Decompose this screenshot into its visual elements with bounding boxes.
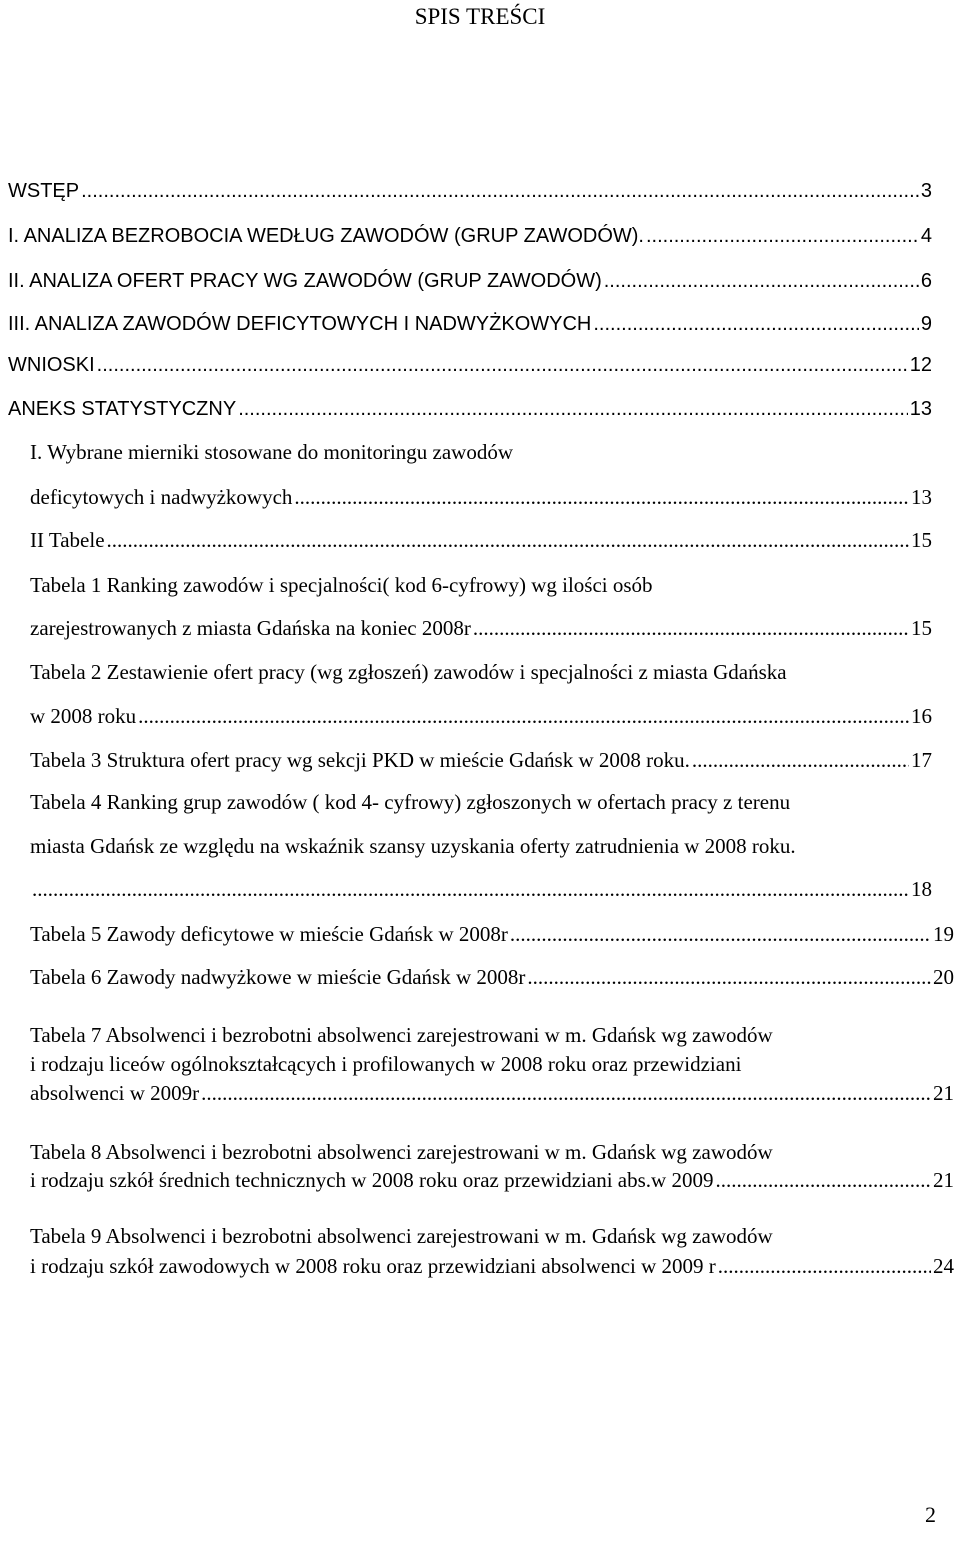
toc-entry-title: deficytowych i nadwyżkowych: [30, 485, 293, 509]
toc-entry-title-line2: i rodzaju liceów ogólnokształcących i profilowanych w 2008 roku oraz przewidziani: [30, 1052, 742, 1076]
toc-entry[interactable]: [30, 922, 954, 947]
toc-entry-title: absolwenci w 2009r: [30, 1081, 200, 1105]
toc-entry[interactable]: [8, 354, 932, 377]
toc-entry-page: 12: [909, 354, 932, 376]
toc-entry[interactable]: [30, 1168, 954, 1193]
toc-entry-page: 17: [911, 748, 932, 772]
toc-entry-title: i rodzaju szkół zawodowych w 2008 roku oraz przewidziani absolwenci w 2009 r: [30, 1254, 716, 1278]
toc-entry-title: Tabela 5 Zawody deficytowe w mieście Gdańsk w 2008r: [30, 922, 508, 946]
toc-entry-title: WNIOSKI: [8, 354, 95, 376]
toc-entry[interactable]: [8, 398, 932, 421]
toc-entry-page: 6: [920, 270, 932, 292]
leader-dots: [527, 965, 931, 990]
toc-entry[interactable]: [30, 748, 932, 773]
toc-entry-page: 20: [933, 965, 954, 989]
toc-entry-page: 9: [920, 313, 932, 335]
toc-entry[interactable]: [30, 1254, 954, 1279]
toc-entry-title-line1: Tabela 2 Zestawienie ofert pracy (wg zgłoszeń) zawodów i specjalności z miasta Gdańska: [30, 660, 787, 684]
page-title: SPIS TREŚCI: [414, 4, 546, 29]
toc-entry-title: zarejestrowanych z miasta Gdańska na koniec 2008r: [30, 616, 471, 640]
toc-entry-page: 21: [933, 1081, 954, 1105]
leader-dots: [294, 485, 909, 510]
leader-dots: [97, 354, 908, 377]
toc-entry[interactable]: [8, 180, 932, 203]
toc-entry[interactable]: [30, 485, 932, 510]
leader-dots: [718, 1254, 931, 1279]
leader-dots: [201, 1081, 931, 1106]
toc-entry-title: ANEKS STATYSTYCZNY: [8, 398, 237, 420]
toc-entry[interactable]: [8, 225, 932, 248]
toc-entry-page: 19: [933, 922, 954, 946]
leader-dots: [107, 528, 909, 553]
leader-dots: [138, 704, 909, 729]
leader-dots: [646, 225, 919, 248]
toc-entry-page: 15: [911, 616, 932, 640]
leader-dots: [593, 313, 919, 336]
toc-entry-page: 21: [933, 1168, 954, 1192]
page-number: 2: [925, 1502, 936, 1527]
leader-dots: [510, 922, 931, 947]
toc-entry-title: i rodzaju szkół średnich technicznych w 2008 roku oraz przewidziani abs.w 2009: [30, 1168, 714, 1192]
toc-entry-page: 16: [911, 704, 932, 728]
toc-entry-title-line2: miasta Gdańsk ze względu na wskaźnik szansy uzyskania oferty zatrudnienia w 2008 roku.: [30, 834, 796, 858]
toc-entry-title-line1: I. Wybrane mierniki stosowane do monitoringu zawodów: [30, 440, 513, 464]
leader-dots: [715, 1168, 931, 1193]
toc-entry-page: 3: [920, 180, 932, 202]
toc-entry-page: 15: [911, 528, 932, 552]
toc-entry[interactable]: [30, 1081, 954, 1106]
toc-entry[interactable]: [30, 704, 932, 729]
toc-entry-title-line1: Tabela 1 Ranking zawodów i specjalności( kod 6-cyfrowy) wg ilości osób: [30, 573, 653, 597]
leader-dots: [692, 748, 909, 773]
toc-entry-title: II. ANALIZA OFERT PRACY WG ZAWODÓW (GRUP ZAWODÓW): [8, 270, 602, 292]
toc-entry-title-line1: Tabela 7 Absolwenci i bezrobotni absolwenci zarejestrowani w m. Gdańsk wg zawodów: [30, 1023, 773, 1047]
toc-entry-title-line1: Tabela 9 Absolwenci i bezrobotni absolwenci zarejestrowani w m. Gdańsk wg zawodów: [30, 1224, 773, 1248]
toc-entry[interactable]: [30, 877, 932, 902]
toc-entry[interactable]: [8, 313, 932, 336]
leader-dots: [81, 180, 919, 203]
toc-entry[interactable]: [30, 965, 954, 990]
toc-entry-page: 4: [920, 225, 932, 247]
leader-dots: [238, 398, 908, 421]
toc-entry-title: II Tabele: [30, 528, 105, 552]
toc-entry-title-line1: Tabela 8 Absolwenci i bezrobotni absolwenci zarejestrowani w m. Gdańsk wg zawodów: [30, 1140, 773, 1164]
toc-entry-title: Tabela 3 Struktura ofert pracy wg sekcji PKD w mieście Gdańsk w 2008 roku.: [30, 748, 690, 772]
toc-entry-page: 13: [911, 485, 932, 509]
toc-entry[interactable]: [30, 528, 932, 553]
leader-dots: [604, 270, 919, 293]
toc-entry-title: I. ANALIZA BEZROBOCIA WEDŁUG ZAWODÓW (GRUP ZAWODÓW).: [8, 225, 644, 247]
toc-entry[interactable]: [8, 270, 932, 293]
toc-entry-title: w 2008 roku: [30, 704, 137, 728]
toc-entry-page: 18: [911, 877, 932, 901]
toc-entry-page: 13: [909, 398, 932, 420]
toc-entry-title-line1: Tabela 4 Ranking grup zawodów ( kod 4- cyfrowy) zgłoszonych w ofertach pracy z terenu: [30, 790, 791, 814]
leader-dots: [32, 877, 909, 902]
toc-entry[interactable]: [30, 616, 932, 641]
toc-entry-title: WSTĘP: [8, 180, 80, 202]
toc-entry-page: 24: [933, 1254, 954, 1278]
leader-dots: [473, 616, 909, 641]
toc-entry-title: III. ANALIZA ZAWODÓW DEFICYTOWYCH I NADWYŻKOWYCH: [8, 313, 592, 335]
toc-entry-title: Tabela 6 Zawody nadwyżkowe w mieście Gdańsk w 2008r: [30, 965, 526, 989]
